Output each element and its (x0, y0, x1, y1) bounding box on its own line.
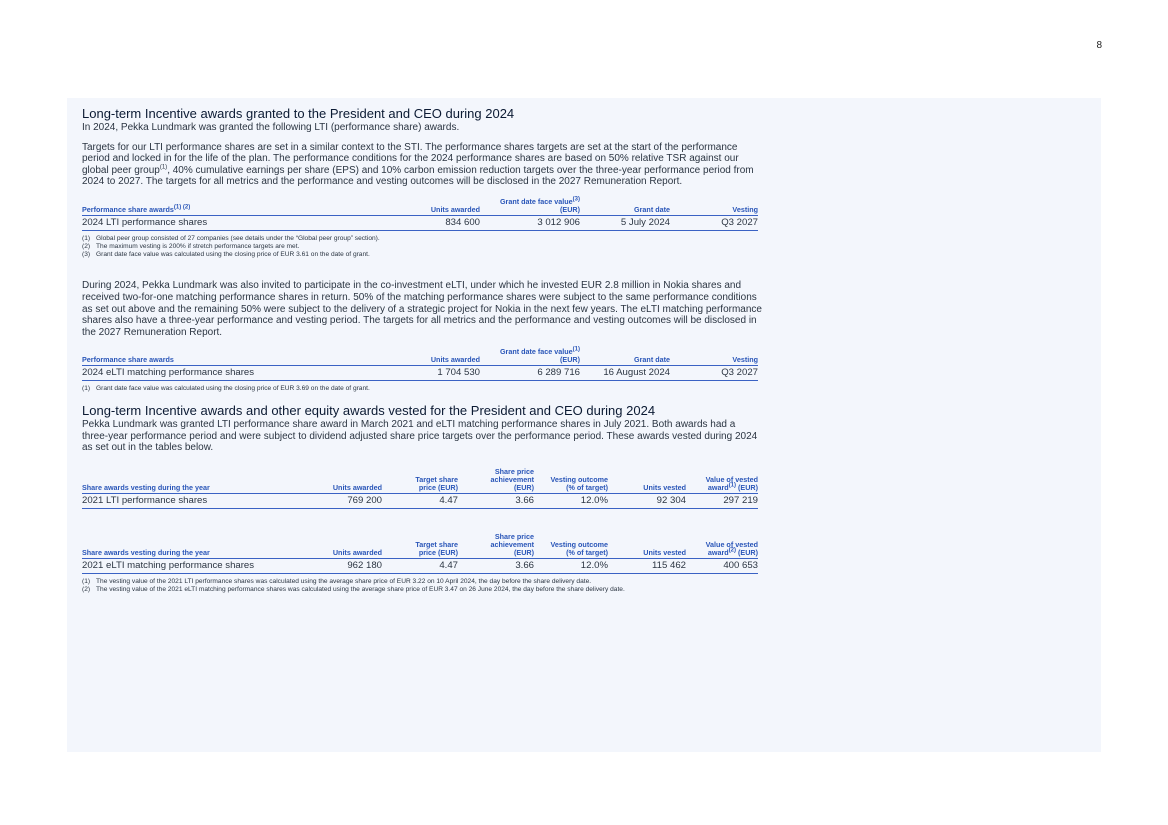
section1-title: Long-term Incentive awards granted to the President and CEO during 2024 (82, 106, 515, 121)
cell-units-awarded: 962 180 (322, 558, 382, 573)
section2-footnotes (82, 385, 762, 393)
col-header-outcome: Vesting outcome (% of target) (534, 468, 608, 494)
col-header-units-vested: Units vested (608, 533, 686, 559)
col-header-grant-date: Grant date (580, 348, 670, 366)
elti-awards-table (82, 348, 758, 381)
section1-body: Targets for our LTI performance shares are set in a similar context to the STI. The performance shares targets are set at the start of the performance period and locked in for the life of the plan. The performance conditions for the 2024 performance shares are based on 50% relative TSR against our global peer group$^{(1)}$, 40% cumulative earnings per share (EPS) and 10% carbon emission reduction targets over the three-year performance period from 2024 to 2027. The targets for all metrics and the performance and vesting outcomes will be disclosed in the 2027 Remuneration Report. (82, 141, 754, 188)
col-header-award: Performance share awards$^{(1) (2)}$ (82, 198, 390, 216)
col-header-achievement: Share price achievement (EUR) (458, 468, 534, 494)
table-row (82, 366, 758, 381)
col-header-face-value: Grant date face value$^{(1)}$ (EUR) (480, 348, 580, 366)
table-header-row (82, 348, 758, 366)
table-header-row (82, 533, 758, 559)
cell-units-vested: 92 304 (608, 493, 686, 508)
cell-units: 834 600 (390, 215, 480, 230)
cell-award: 2021 eLTI matching performance shares (82, 558, 322, 573)
col-header-grant-date: Grant date (580, 198, 670, 216)
footnote: (2) The maximum vesting is 200% if stretch performance targets are met. (82, 242, 300, 250)
cell-achievement: 3.66 (458, 558, 534, 573)
cell-vesting: Q3 2027 (670, 215, 758, 230)
content-panel (67, 98, 1101, 752)
footnote: (1) Global peer group consisted of 27 companies (see details under the “Global peer group” section). (82, 234, 380, 242)
footnote: (1) Grant date face value was calculated using the closing price of EUR 3.69 on the date of grant. (82, 385, 370, 393)
page-number: 8 (1096, 40, 1102, 51)
section1-intro: In 2024, Pekka Lundmark was granted the following LTI (performance share) awards. (82, 122, 460, 133)
cell-grant-date: 16 August 2024 (580, 366, 670, 381)
col-header-vesting: Vesting (670, 198, 758, 216)
col-header-units-awarded: Units awarded (322, 468, 382, 494)
content (82, 106, 762, 594)
table-row (82, 215, 758, 230)
col-header-units: Units awarded (390, 348, 480, 366)
col-header-target-price: Target share price (EUR) (382, 533, 458, 559)
table-row (82, 558, 758, 573)
cell-grant-date: 5 July 2024 (580, 215, 670, 230)
cell-target-price: 4.47 (382, 558, 458, 573)
col-header-award: Share awards vesting during the year (82, 533, 322, 559)
footnote: (1) The vesting value of the 2021 LTI performance shares was calculated using the average share price of EUR 3.22 on 10 April 2024, the day before the share delivery date. (82, 577, 592, 585)
col-header-face-value: Grant date face value$^{(3)}$ (EUR) (480, 198, 580, 216)
cell-face-value: 6 289 716 (480, 366, 580, 381)
section3-footnotes (82, 578, 762, 594)
col-header-award: Share awards vesting during the year (82, 468, 322, 494)
col-header-value: Value of vested award$^{(1)}$ (EUR) (686, 468, 758, 494)
cell-value: 400 653 (686, 558, 758, 573)
col-header-units-awarded: Units awarded (322, 533, 382, 559)
cell-value: 297 219 (686, 493, 758, 508)
section3-title: Long-term Incentive awards and other equity awards vested for the President and CEO during 2024 (82, 403, 656, 419)
col-header-vesting: Vesting (670, 348, 758, 366)
cell-target-price: 4.47 (382, 493, 458, 508)
cell-vesting: Q3 2027 (670, 366, 758, 381)
table-row (82, 493, 758, 508)
cell-award: 2024 eLTI matching performance shares (82, 366, 390, 381)
footnote: (2) The vesting value of the 2021 eLTI matching performance shares was calculated using the average share price of EUR 3.47 on 26 June 2024, the day before the share delivery date. (82, 585, 625, 593)
cell-units: 1 704 530 (390, 366, 480, 381)
table-header-row (82, 468, 758, 494)
col-header-achievement: Share price achievement (EUR) (458, 533, 534, 559)
cell-face-value: 3 012 906 (480, 215, 580, 230)
cell-achievement: 3.66 (458, 493, 534, 508)
cell-units-vested: 115 462 (608, 558, 686, 573)
footnote: (3) Grant date face value was calculated using the closing price of EUR 3.61 on the date of grant. (82, 250, 370, 258)
cell-award: 2021 LTI performance shares (82, 493, 322, 508)
table-header-row (82, 198, 758, 216)
lti-awards-table (82, 198, 758, 231)
col-header-value: Value of vested award$^{(2)}$ (EUR) (686, 533, 758, 559)
col-header-units-vested: Units vested (608, 468, 686, 494)
col-header-target-price: Target share price (EUR) (382, 468, 458, 494)
col-header-outcome: Vesting outcome (% of target) (534, 533, 608, 559)
lti-vesting-table (82, 468, 758, 509)
elti-vesting-table (82, 533, 758, 574)
cell-outcome: 12.0% (534, 558, 608, 573)
col-header-award: Performance share awards (82, 348, 390, 366)
col-header-units: Units awarded (390, 198, 480, 216)
cell-outcome: 12.0% (534, 493, 608, 508)
section1-footnotes (82, 235, 762, 258)
cell-award: 2024 LTI performance shares (82, 215, 390, 230)
cell-units-awarded: 769 200 (322, 493, 382, 508)
section2-body: During 2024, Pekka Lundmark was also invited to participate in the co-investment eLTI, under which he invested EUR 2.8 million in Nokia shares and received two-for-one matching performance shares in return. 50% of the matching performance shares were subject to the same performance conditions as set out above and the remaining 50% were subject to the delivery of a strategic project for Nokia in the next few years. The eLTI matching performance shares also have a three-year performance and vesting period. The targets for all metrics and the performance and vesting outcomes will be disclosed in the 2027 Remuneration Report. (82, 280, 762, 338)
section3-body: Pekka Lundmark was granted LTI performance share award in March 2021 and eLTI matching performance shares in July 2021. Both awards had a three-year performance period and were subject to dividend adjusted share price targets over the performance period. These awards vested during 2024 as set out in the tables below. (82, 419, 758, 454)
